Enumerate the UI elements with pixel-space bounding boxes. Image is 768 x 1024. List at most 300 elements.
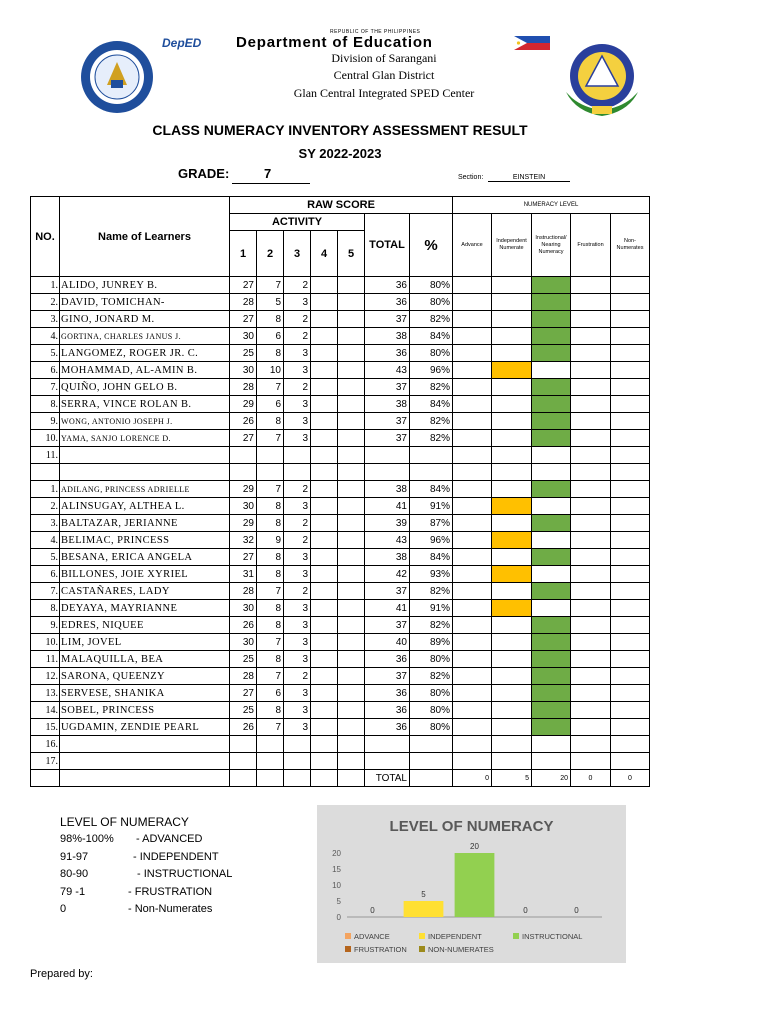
total-row-empty-cell [257, 770, 284, 787]
activity-1-score: 32 [230, 532, 257, 549]
level-independent-cell [492, 651, 532, 668]
row-number: 7. [31, 583, 60, 600]
activity-4-score [311, 651, 338, 668]
level-independent-cell [492, 515, 532, 532]
level-non-numerates-cell [611, 583, 650, 600]
table-row [31, 311, 650, 328]
level-frustration-cell [571, 532, 611, 549]
activity-2-score: 8 [257, 515, 284, 532]
level-total-0: 0 [453, 770, 492, 787]
empty-cell [492, 464, 532, 481]
assessment-table [30, 196, 650, 787]
level-instructional-cell [532, 549, 571, 566]
activity-3-score: 3 [284, 685, 311, 702]
chart-bar [404, 901, 444, 917]
level-frustration-cell [571, 566, 611, 583]
total-score: 37 [365, 617, 410, 634]
percent-score: 82% [410, 668, 453, 685]
level-advance-cell [453, 430, 492, 447]
total-score: 36 [365, 685, 410, 702]
level-non-numerates-cell [611, 311, 650, 328]
level-independent-cell [492, 753, 532, 770]
activity-3-score: 2 [284, 277, 311, 294]
level-frustration-cell [571, 294, 611, 311]
activity-5-score [338, 668, 365, 685]
total-score: 36 [365, 277, 410, 294]
level-independent-cell [492, 379, 532, 396]
activity-2-score: 7 [257, 583, 284, 600]
level-non-numerates-cell [611, 719, 650, 736]
activity-1-header: 1 [230, 231, 257, 277]
table-row [31, 736, 650, 753]
level-non-numerates-cell [611, 702, 650, 719]
level-instructional-cell [532, 583, 571, 600]
level-non-numerates-cell [611, 753, 650, 770]
level-instructional-cell [532, 447, 571, 464]
level-advance-cell [453, 583, 492, 600]
learner-name: MALAQUILLA, BEA [60, 651, 230, 668]
level-frustration-cell [571, 481, 611, 498]
legend-range: 80-90 [60, 868, 89, 880]
level-independent-cell [492, 532, 532, 549]
y-tick-label: 0 [336, 913, 341, 922]
level-frustration-cell [571, 600, 611, 617]
legend-label: FRUSTRATION [354, 945, 407, 954]
total-score: 38 [365, 549, 410, 566]
division-name: Division of Sarangani [331, 51, 437, 65]
activity-5-score [338, 634, 365, 651]
activity-4-score [311, 583, 338, 600]
learner-name: WONG, ANTONIO JOSEPH J. [60, 413, 230, 430]
learner-name: BELIMAC, PRINCESS [60, 532, 230, 549]
activity-4-score [311, 311, 338, 328]
percent-score: 84% [410, 328, 453, 345]
table-row [31, 430, 650, 447]
activity-1-score: 27 [230, 549, 257, 566]
activity-2-score: 8 [257, 549, 284, 566]
level-non-numerates-cell [611, 549, 650, 566]
activity-3-score: 2 [284, 379, 311, 396]
activity-1-score: 25 [230, 651, 257, 668]
activity-1-score: 25 [230, 702, 257, 719]
legend-label: - INSTRUCTIONAL [137, 868, 233, 880]
percent-score: 96% [410, 532, 453, 549]
level-instructional-cell [532, 532, 571, 549]
percent-score: 80% [410, 345, 453, 362]
total-score: 37 [365, 311, 410, 328]
y-tick-label: 5 [336, 897, 341, 906]
level-frustration-cell [571, 634, 611, 651]
legend-swatch [513, 933, 519, 939]
legend-swatch [345, 946, 351, 952]
level-instructional-cell [532, 328, 571, 345]
percent-score: 80% [410, 294, 453, 311]
level-advance-cell [453, 736, 492, 753]
total-row-empty-cell [410, 770, 453, 787]
empty-cell [31, 464, 60, 481]
activity-1-score: 30 [230, 362, 257, 379]
table-row [31, 634, 650, 651]
level-advance-cell [453, 311, 492, 328]
level-instructional-cell [532, 634, 571, 651]
table-row [31, 345, 650, 362]
level-instructional-cell [532, 668, 571, 685]
row-number: 11. [31, 447, 60, 464]
level-total-1: 5 [492, 770, 532, 787]
percent-score: 80% [410, 685, 453, 702]
level-instructional-cell [532, 311, 571, 328]
activity-1-score: 30 [230, 634, 257, 651]
total-score: 43 [365, 532, 410, 549]
row-number: 7. [31, 379, 60, 396]
activity-4-score [311, 617, 338, 634]
level-frustration-cell [571, 549, 611, 566]
activity-2-score: 7 [257, 668, 284, 685]
row-number: 3. [31, 311, 60, 328]
activity-5-score [338, 311, 365, 328]
philippine-flag-icon [514, 36, 550, 50]
empty-cell [311, 464, 338, 481]
activity-3-score: 3 [284, 549, 311, 566]
total-row [31, 770, 650, 787]
empty-cell [365, 464, 410, 481]
section-label: Section: [458, 174, 484, 181]
legend-range: 98%-100% [60, 833, 114, 845]
level-advance-cell [453, 719, 492, 736]
legend-swatch [419, 933, 425, 939]
table-row [31, 549, 650, 566]
total-score: 37 [365, 668, 410, 685]
level-instructional-cell [532, 600, 571, 617]
activity-5-score [338, 379, 365, 396]
level-instructional-cell [532, 481, 571, 498]
activity-2-score: 5 [257, 294, 284, 311]
row-number: 10. [31, 430, 60, 447]
activity-2-score: 7 [257, 634, 284, 651]
level-advance-cell [453, 617, 492, 634]
level-non-numerates-cell [611, 362, 650, 379]
level-advance-cell [453, 566, 492, 583]
level-non-numerates-cell [611, 515, 650, 532]
learner-name: QUIÑO, JOHN GELO B. [60, 379, 230, 396]
total-score: 40 [365, 634, 410, 651]
activity-5-score [338, 719, 365, 736]
activity-5-score [338, 617, 365, 634]
activity-1-score: 30 [230, 600, 257, 617]
level-frustration-cell [571, 583, 611, 600]
learner-name: BESANA, ERICA ANGELA [60, 549, 230, 566]
activity-3-score: 3 [284, 345, 311, 362]
level-independent-cell [492, 600, 532, 617]
activity-5-header: 5 [338, 231, 365, 277]
level-advance-cell [453, 379, 492, 396]
row-number: 5. [31, 549, 60, 566]
level-independent-cell [492, 277, 532, 294]
level-advance-cell [453, 362, 492, 379]
district-name: Central Glan District [333, 68, 435, 82]
activity-2-score: 6 [257, 328, 284, 345]
activity-5-score [338, 736, 365, 753]
table-row [31, 685, 650, 702]
percent-score: 82% [410, 413, 453, 430]
percent-score: 91% [410, 498, 453, 515]
total-score: 37 [365, 413, 410, 430]
level-non-numerates-cell [611, 277, 650, 294]
numeracy-level-header: NUMERACY LEVEL [453, 197, 650, 214]
activity-5-score [338, 328, 365, 345]
activity-1-score: 29 [230, 515, 257, 532]
activity-4-score [311, 277, 338, 294]
activity-1-score: 27 [230, 277, 257, 294]
level-frustration-cell [571, 311, 611, 328]
level-instructional-header: Instructional/ Nearing Numeracy [532, 214, 571, 277]
level-instructional-cell [532, 515, 571, 532]
school-year: SY 2022-2023 [298, 146, 382, 161]
activity-4-score [311, 430, 338, 447]
learner-name [60, 447, 230, 464]
learner-name: BALTAZAR, JERIANNE [60, 515, 230, 532]
total-score: 36 [365, 719, 410, 736]
empty-cell [60, 464, 230, 481]
section-value: EINSTEIN [488, 174, 570, 182]
activity-3-score: 2 [284, 311, 311, 328]
activity-3-score: 2 [284, 328, 311, 345]
level-non-numerates-cell [611, 532, 650, 549]
level-frustration-cell [571, 753, 611, 770]
percent-score: 80% [410, 277, 453, 294]
learner-name: DEYAYA, MAYRIANNE [60, 600, 230, 617]
total-row-empty-cell [338, 770, 365, 787]
y-tick-label: 15 [332, 865, 341, 874]
level-instructional-cell [532, 294, 571, 311]
total-row-empty-cell [31, 770, 60, 787]
activity-5-score [338, 685, 365, 702]
level-independent-cell [492, 498, 532, 515]
learner-name: EDRES, NIQUEE [60, 617, 230, 634]
activity-3-score: 2 [284, 532, 311, 549]
level-advance-cell [453, 634, 492, 651]
activity-4-score [311, 294, 338, 311]
activity-4-score [311, 719, 338, 736]
chart-title: LEVEL OF NUMERACY [389, 818, 554, 835]
level-independent-cell [492, 566, 532, 583]
col-name-header: Name of Learners [60, 197, 230, 277]
bar-value-label: 0 [574, 906, 579, 915]
activity-2-score: 6 [257, 685, 284, 702]
level-advance-cell [453, 600, 492, 617]
learner-name: LIM, JOVEL [60, 634, 230, 651]
learner-name: SOBEL, PRINCESS [60, 702, 230, 719]
activity-5-score [338, 583, 365, 600]
percent-score: 91% [410, 600, 453, 617]
activity-4-score [311, 532, 338, 549]
activity-3-score: 3 [284, 430, 311, 447]
level-advance-cell [453, 753, 492, 770]
activity-5-score [338, 600, 365, 617]
table-row [31, 668, 650, 685]
level-frustration-cell [571, 617, 611, 634]
level-frustration-cell [571, 430, 611, 447]
level-independent-cell [492, 413, 532, 430]
percent-score: 84% [410, 549, 453, 566]
row-number: 2. [31, 498, 60, 515]
activity-4-score [311, 702, 338, 719]
level-non-numerates-cell [611, 617, 650, 634]
activity-1-score: 25 [230, 345, 257, 362]
activity-4-score [311, 566, 338, 583]
table-row [31, 362, 650, 379]
row-number: 1. [31, 481, 60, 498]
activity-3-score [284, 447, 311, 464]
activity-5-score [338, 277, 365, 294]
activity-4-score [311, 634, 338, 651]
activity-4-score [311, 362, 338, 379]
row-number: 9. [31, 413, 60, 430]
level-instructional-cell [532, 362, 571, 379]
level-instructional-cell [532, 277, 571, 294]
level-instructional-cell [532, 566, 571, 583]
percent-score: 80% [410, 651, 453, 668]
activity-1-score: 27 [230, 430, 257, 447]
legend-range: 91-97 [60, 850, 89, 863]
activity-5-score [338, 413, 365, 430]
school-name: Glan Central Integrated SPED Center [293, 86, 475, 100]
activity-3-score [284, 736, 311, 753]
activity-5-score [338, 345, 365, 362]
level-advance-cell [453, 549, 492, 566]
learner-name: SERVESE, SHANIKA [60, 685, 230, 702]
level-non-numerates-cell [611, 345, 650, 362]
bar-value-label: 0 [523, 906, 528, 915]
activity-2-score: 7 [257, 719, 284, 736]
level-independent-cell [492, 549, 532, 566]
table-row [31, 532, 650, 549]
activity-2-score: 7 [257, 277, 284, 294]
percent-score: 82% [410, 379, 453, 396]
activity-3-score: 3 [284, 617, 311, 634]
activity-2-score: 8 [257, 617, 284, 634]
activity-3-score: 3 [284, 362, 311, 379]
total-score: 38 [365, 396, 410, 413]
row-number: 8. [31, 396, 60, 413]
legend-range: 79 -1 [60, 885, 86, 898]
total-row-empty-cell [60, 770, 230, 787]
activity-2-score: 10 [257, 362, 284, 379]
activity-1-score: 26 [230, 617, 257, 634]
level-independent-cell [492, 634, 532, 651]
level-instructional-cell [532, 413, 571, 430]
total-score [365, 736, 410, 753]
percent-score: 96% [410, 362, 453, 379]
activity-5-score [338, 515, 365, 532]
total-score: 36 [365, 345, 410, 362]
legend-swatch [419, 946, 425, 952]
legend-label: - INDEPENDENT [133, 850, 219, 863]
total-score: 42 [365, 566, 410, 583]
level-frustration-cell [571, 345, 611, 362]
level-legend-title: LEVEL OF NUMERACY [60, 815, 189, 829]
empty-cell [410, 464, 453, 481]
level-instructional-cell [532, 345, 571, 362]
level-non-numerates-cell [611, 481, 650, 498]
legend-label: - Non-Numerates [128, 903, 213, 915]
activity-4-score [311, 600, 338, 617]
separator-row [31, 464, 650, 481]
level-advance-cell [453, 685, 492, 702]
legend-swatch [345, 933, 351, 939]
level-advance-cell [453, 396, 492, 413]
republic-label: REPUBLIC OF THE PHILIPPINES [330, 29, 421, 35]
total-score: 38 [365, 328, 410, 345]
activity-2-score: 7 [257, 481, 284, 498]
level-independent-cell [492, 583, 532, 600]
activity-1-score [230, 736, 257, 753]
level-instructional-cell [532, 702, 571, 719]
activity-5-score [338, 566, 365, 583]
level-advance-cell [453, 702, 492, 719]
col-no-header: NO. [31, 197, 60, 277]
level-non-numerates-cell [611, 379, 650, 396]
total-score: 41 [365, 600, 410, 617]
activity-1-score: 31 [230, 566, 257, 583]
row-number: 6. [31, 566, 60, 583]
activity-3-score: 3 [284, 294, 311, 311]
activity-4-score [311, 379, 338, 396]
level-instructional-cell [532, 617, 571, 634]
department-name: Department of Education [236, 34, 433, 51]
level-non-numerates-cell [611, 668, 650, 685]
level-total-2: 20 [532, 770, 571, 787]
activity-4-score [311, 396, 338, 413]
activity-5-score [338, 498, 365, 515]
level-instructional-cell [532, 379, 571, 396]
row-number: 10. [31, 634, 60, 651]
bar-value-label: 0 [370, 906, 375, 915]
activity-4-score [311, 736, 338, 753]
level-independent-cell [492, 311, 532, 328]
level-advance-header: Advance [453, 214, 492, 277]
table-row [31, 753, 650, 770]
table-row [31, 379, 650, 396]
percent-score: 80% [410, 719, 453, 736]
table-row [31, 447, 650, 464]
percent-score [410, 736, 453, 753]
total-score: 37 [365, 379, 410, 396]
activity-1-score: 28 [230, 294, 257, 311]
activity-1-score: 30 [230, 498, 257, 515]
table-row [31, 566, 650, 583]
activity-3-score: 2 [284, 481, 311, 498]
deped-text-logo: DepED [162, 36, 202, 50]
row-number: 11. [31, 651, 60, 668]
total-score: 37 [365, 430, 410, 447]
learner-name: UGDAMIN, ZENDIE PEARL [60, 719, 230, 736]
level-advance-cell [453, 413, 492, 430]
percent-score: 87% [410, 515, 453, 532]
table-row [31, 651, 650, 668]
table-row [31, 328, 650, 345]
row-number: 12. [31, 668, 60, 685]
level-non-numerates-cell [611, 328, 650, 345]
row-number: 1. [31, 277, 60, 294]
activity-1-score: 28 [230, 379, 257, 396]
bar-value-label: 20 [470, 842, 479, 851]
activity-2-score: 7 [257, 379, 284, 396]
row-number: 3. [31, 515, 60, 532]
activity-3-score: 3 [284, 651, 311, 668]
total-score [365, 447, 410, 464]
empty-cell [338, 464, 365, 481]
